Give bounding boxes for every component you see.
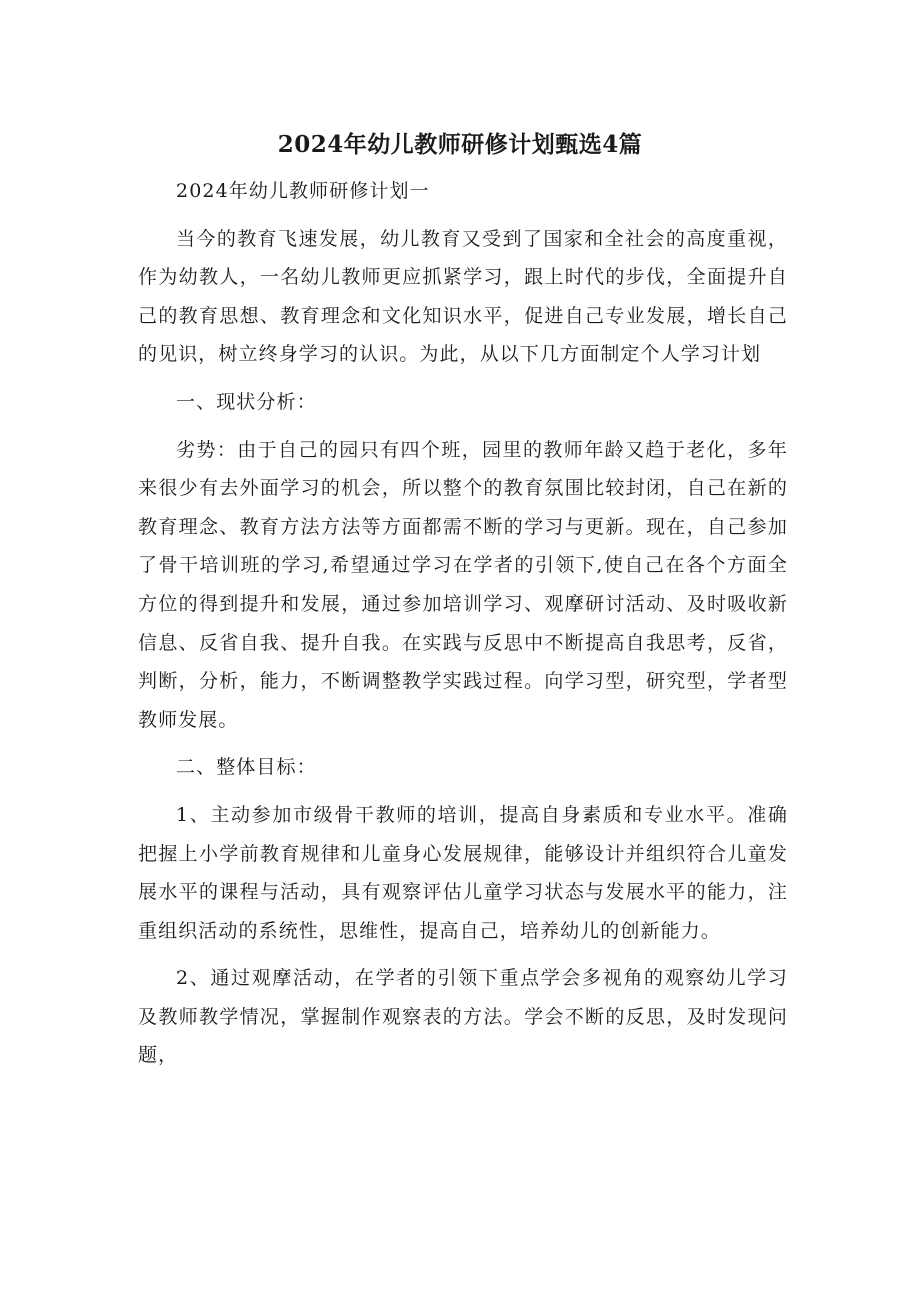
document-body [138, 172, 788, 1075]
document-title: 2024年幼儿教师研修计划甄选4篇 [277, 131, 643, 158]
goal-item-1: 1、主动参加市级骨干教师的培训，提高自身素质和专业水平。准确把握上小学前教育规律和儿童身心发展规律，能够设计并组织符合儿童发展水平的课程与活动，具有观察评估儿童学习状态与发展水平的能力，注重组织活动的系统性，思维性，提高自己，培养幼儿的创新能力。 [138, 803, 788, 942]
section-subtitle: 2024年幼儿教师研修计划一 [176, 180, 430, 202]
section-heading-status: 一、现状分析： [176, 390, 317, 413]
intro-paragraph: 当今的教育飞速发展，幼儿教育又受到了国家和全社会的高度重视，作为幼教人，一名幼儿教师更应抓紧学习，跟上时代的步伐，全面提升自己的教育思想、教育理念和文化知识水平，促进自己专业发展，增长自己的见识，树立终身学习的认识。为此，从以下几方面制定个人学习计划 [138, 227, 788, 366]
goal-item-2: 2、通过观摩活动，在学者的引领下重点学会多视角的观察幼儿学习及教师教学情况，掌握制作观察表的方法。学会不断的反思，及时发现问题， [138, 967, 788, 1067]
section-heading-goals: 二、整体目标： [176, 756, 317, 779]
weakness-paragraph: 劣势：由于自己的园只有四个班，园里的教师年龄又趋于老化，多年来很少有去外面学习的机会，所以整个的教育氛围比较封闭，自己在新的教育理念、教育方法方法等方面都需不断的学习与更新。现在，自己参加了骨干培训班的学习,希望通过学习在学者的引领下,使自己在各个方面全方位的得到提升和发展，通过参加培训学习、观摩研讨活动、及时吸收新信息、反省自我、提升自我。在实践与反思中不断提高自我思考，反省，判断，分析，能力，不断调整教学实践过程。向学习型，研究型，学者型教师发展。 [138, 438, 788, 731]
